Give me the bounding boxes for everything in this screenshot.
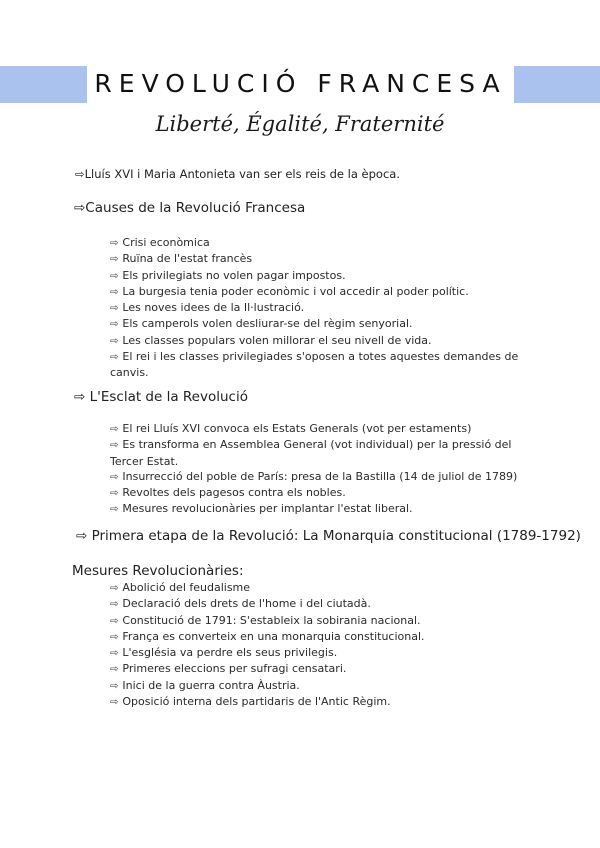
arrow-icon: ⇨: [110, 488, 119, 500]
section-heading-primera-etapa: ⇨ Primera etapa de la Revolució: La Monarquia constitucional (1789-1792): [76, 528, 581, 544]
intro-line: ⇨Lluís XVI i Maria Antonieta van ser els reis de la època.: [75, 167, 400, 181]
section-heading-causes: ⇨Causes de la Revolució Francesa: [74, 200, 306, 216]
causes-list: [110, 235, 535, 381]
arrow-icon: ⇨: [110, 583, 119, 594]
list-item: ⇨ La burgesia tenia poder econòmic i vol accedir al poder polític.: [110, 284, 469, 298]
arrow-icon: ⇨: [110, 270, 119, 282]
arrow-icon: ⇨: [110, 440, 119, 452]
mesures-list: [110, 580, 535, 710]
list-item: ⇨ Revoltes dels pagesos contra els nobles.: [110, 486, 346, 500]
list-item: ⇨ França es converteix en una monarquia constitucional.: [110, 629, 425, 643]
arrow-icon: ⇨: [110, 335, 119, 347]
list-item: ⇨ Els privilegiats no volen pagar impostos.: [110, 268, 346, 282]
list-item: ⇨ El rei Lluís XVI convoca els Estats Generals (vot per estaments): [110, 422, 472, 435]
list-item: ⇨ Abolició del feudalisme: [110, 581, 251, 594]
list-item: ⇨ Ruïna de l'estat francès: [110, 252, 253, 266]
list-item: ⇨ Oposició interna dels partidaris de l'Antic Règim.: [110, 695, 391, 709]
list-item: ⇨ Mesures revolucionàries per implantar l'estat liberal.: [110, 502, 413, 516]
list-item: ⇨ Les noves idees de la Il·lustració.: [110, 301, 305, 315]
list-item: ⇨ Es transforma en Assemblea General (vot individual) per la pressió del Tercer Estat.: [110, 438, 512, 468]
list-item: ⇨ Primeres eleccions per sufragi censatari.: [110, 662, 347, 676]
arrow-icon: ⇨: [110, 664, 119, 676]
arrow-icon: ⇨: [110, 615, 119, 627]
page-title: REVOLUCIÓ FRANCESA: [94, 69, 507, 98]
arrow-icon: ⇨: [110, 424, 119, 435]
arrow-icon: ⇨: [110, 697, 119, 709]
arrow-icon: ⇨: [110, 680, 119, 692]
arrow-icon: ⇨: [110, 352, 119, 364]
arrow-icon: ⇨: [110, 631, 119, 643]
arrow-icon: ⇨: [110, 286, 119, 298]
list-item: ⇨ Crisi econòmica: [110, 236, 210, 249]
arrow-icon: ⇨: [110, 471, 119, 483]
esclat-list: [110, 421, 535, 518]
arrow-icon: ⇨: [110, 238, 119, 249]
page-subtitle: Liberté, Égalité, Fraternité: [155, 112, 445, 136]
arrow-icon: ⇨: [110, 504, 119, 516]
list-item: ⇨ Els camperols volen desliurar-se del règim senyorial.: [110, 317, 413, 331]
list-item: ⇨ Les classes populars volen millorar el seu nivell de vida.: [110, 333, 432, 347]
list-item: ⇨ Insurrecció del poble de París: presa de la Bastilla (14 de juliol de 1789): [110, 469, 518, 483]
list-item: ⇨ Constitució de 1791: S'estableix la sobirania nacional.: [110, 613, 421, 627]
arrow-icon: ⇨: [110, 254, 119, 266]
section-heading-esclat: ⇨ L'Esclat de la Revolució: [74, 389, 248, 405]
arrow-icon: ⇨: [110, 648, 119, 660]
arrow-icon: ⇨: [110, 599, 119, 611]
header-band-right: [514, 66, 600, 103]
section-heading-mesures: Mesures Revolucionàries:: [72, 563, 244, 579]
list-item: ⇨ El rei i les classes privilegiades s'oposen a totes aquestes demandes de canvis.: [110, 350, 519, 380]
header-band-left: [0, 66, 87, 103]
list-item: ⇨ Inici de la guerra contra Àustria.: [110, 678, 300, 692]
arrow-icon: ⇨: [110, 319, 119, 331]
list-item: ⇨ L'església va perdre els seus privilegis.: [110, 646, 338, 660]
list-item: ⇨ Declaració dels drets de l'home i del ciutadà.: [110, 597, 371, 611]
arrow-icon: ⇨: [110, 303, 119, 315]
